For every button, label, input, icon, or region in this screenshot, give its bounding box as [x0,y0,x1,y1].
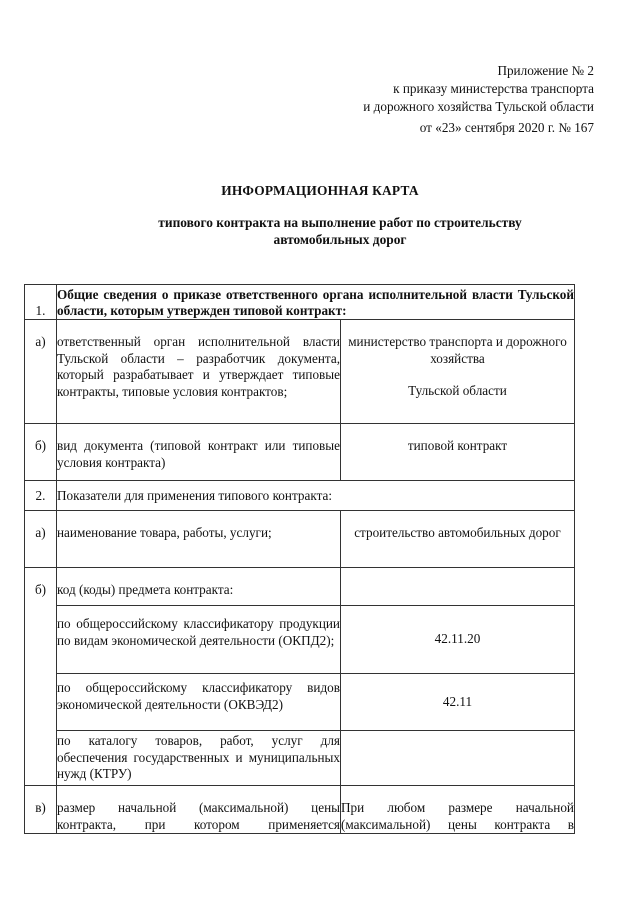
order-reference: к приказу министерства транспорта [393,81,594,96]
row2v-number: в) [25,786,57,834]
row2b-label: код (коды) предмета контракта: [57,568,341,606]
okved-code: 42.11 [341,674,575,731]
appendix-number: Приложение № 2 [497,63,594,78]
row1b-label: вид документа (типовой контракт или типовые условия контракта) [57,424,341,481]
row2a-value: строительство автомобильных дорог [341,511,575,568]
okpd-label: по общероссийскому классификатору продукции по видам экономической деятельности (ОКПД2); [57,606,341,674]
document-title: ИНФОРМАЦИОННАЯ КАРТА [221,183,419,198]
document-subtitle: типового контракта на выполнение работ по строительству автомобильных дорог [158,215,522,247]
approval-header [363,62,594,137]
row1a-value-line1: министерство транспорта и дорожного хозяйства [348,334,567,366]
section1-heading: Общие сведения о приказе ответственного органа исполнительной власти Тульской области, которым утвержден типовой контракт: [57,285,575,320]
row1a-value [341,320,575,424]
row2b-value-empty [341,568,575,606]
table-row-ktru [25,731,575,786]
table-row-section2 [25,481,575,511]
table-row-okpd [25,606,575,674]
ktru-code [341,731,575,786]
row2a-label: наименование товара, работы, услуги; [57,511,341,568]
section1-number: 1. [25,285,57,320]
row1a-label: ответственный орган исполнительной власти Тульской области – разработчик документа, который разрабатывает и утверждает типовые контракты, типовые условия контрактов; [57,320,341,424]
row2v-value: При любом размере начальной (максимальной) цены контракта в [341,786,575,834]
table-row-2v [25,786,575,834]
ktru-label: по каталогу товаров, работ, услуг для обеспечения государственных и муниципальных нужд (КТРУ) [57,731,341,786]
row2a-number: а) [25,511,57,568]
table-row-2b [25,568,575,606]
row1a-value-line2: Тульской области [408,383,507,398]
table-row-section1 [25,285,575,320]
table-row-okved [25,674,575,731]
section2-number: 2. [25,481,57,511]
row2v-label: размер начальной (максимальной) цены контракта, при котором применяется [57,786,341,834]
row1b-value: типовой контракт [341,424,575,481]
table-row-1b [25,424,575,481]
table-row-2a [25,511,575,568]
row1a-number: а) [25,320,57,424]
table-row-1a [25,320,575,424]
okved-label: по общероссийскому классификатору видов экономической деятельности (ОКВЭД2) [57,674,341,731]
section2-heading: Показатели для применения типового контракта: [57,481,575,511]
info-card-table [24,284,575,834]
okpd-code: 42.11.20 [341,606,575,674]
ministry-name: и дорожного хозяйства Тульской области [363,99,594,114]
row1b-number: б) [25,424,57,481]
order-date: от «23» сентября 2020 г. № 167 [419,120,594,135]
row2b-number: б) [25,568,57,786]
